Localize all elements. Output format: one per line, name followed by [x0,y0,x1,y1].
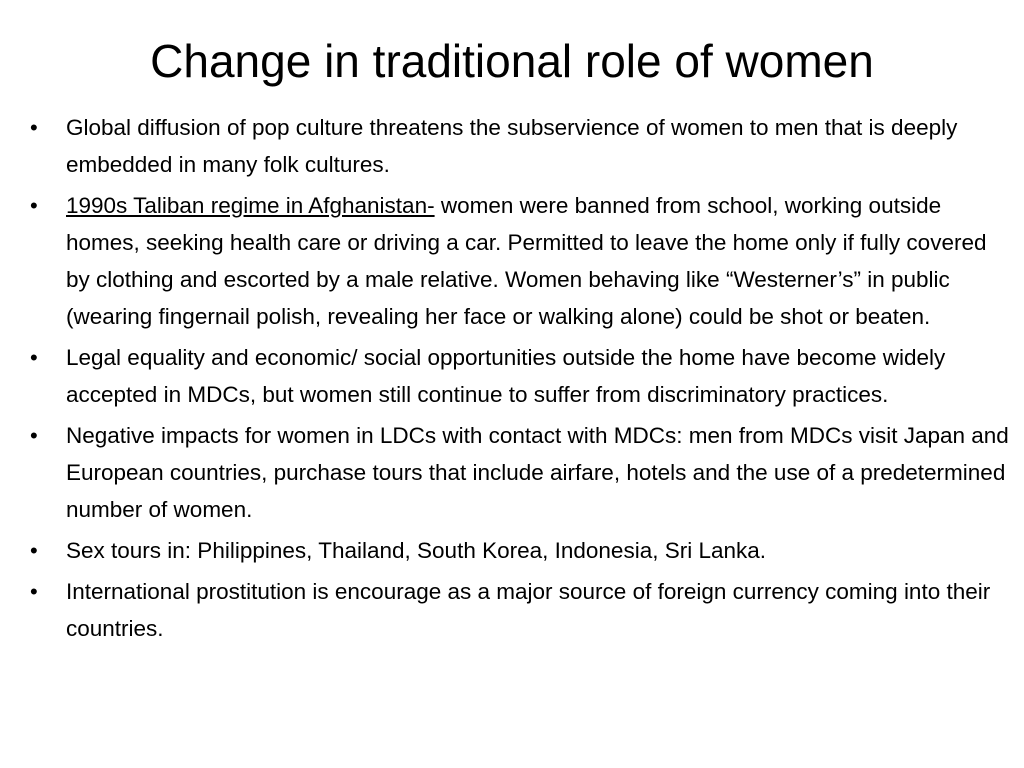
bullet-item-taliban [24,187,1014,335]
slide-title: Change in traditional role of women [150,35,874,87]
bullet-icon: • [30,423,38,448]
bullet-underlined-lead: 1990s Taliban regime in Afghanistan- [66,193,435,218]
bullet-text: Legal equality and economic/ social opportunities outside the home have become widely accepted in MDCs, but women still continue to suffer from discriminatory practices. [66,345,946,407]
bullet-list [24,109,1014,651]
bullet-icon: • [30,193,38,218]
bullet-text: Sex tours in: Philippines, Thailand, South Korea, Indonesia, Sri Lanka. [66,538,767,563]
bullet-item-international-prostitution [24,573,1014,647]
bullet-icon: • [30,345,38,370]
bullet-icon: • [30,579,38,604]
bullet-item-legal-equality [24,339,1014,413]
bullet-text: women were banned from school, working outside homes, seeking health care or driving a car. Permitted to leave the home only if fully covered by clothing and escorted by a male relative. Women behaving like “Westerner’s” in public (wearing fingernail polish, revealing her face or walking alone) could be shot or beaten. [66,193,987,329]
bullet-icon: • [30,115,38,140]
bullet-icon: • [30,538,38,563]
bullet-text: International prostitution is encourage as a major source of foreign currency coming into their countries. [66,579,991,641]
bullet-item-pop-culture [24,109,1014,183]
bullet-item-negative-impacts [24,417,1014,528]
bullet-item-sex-tours [24,532,1014,569]
bullet-text: Global diffusion of pop culture threatens the subservience of women to men that is deeply embedded in many folk cultures. [66,115,958,177]
bullet-text: Negative impacts for women in LDCs with contact with MDCs: men from MDCs visit Japan and European countries, purchase tours that include airfare, hotels and the use of a predetermined number of women. [66,423,1009,522]
